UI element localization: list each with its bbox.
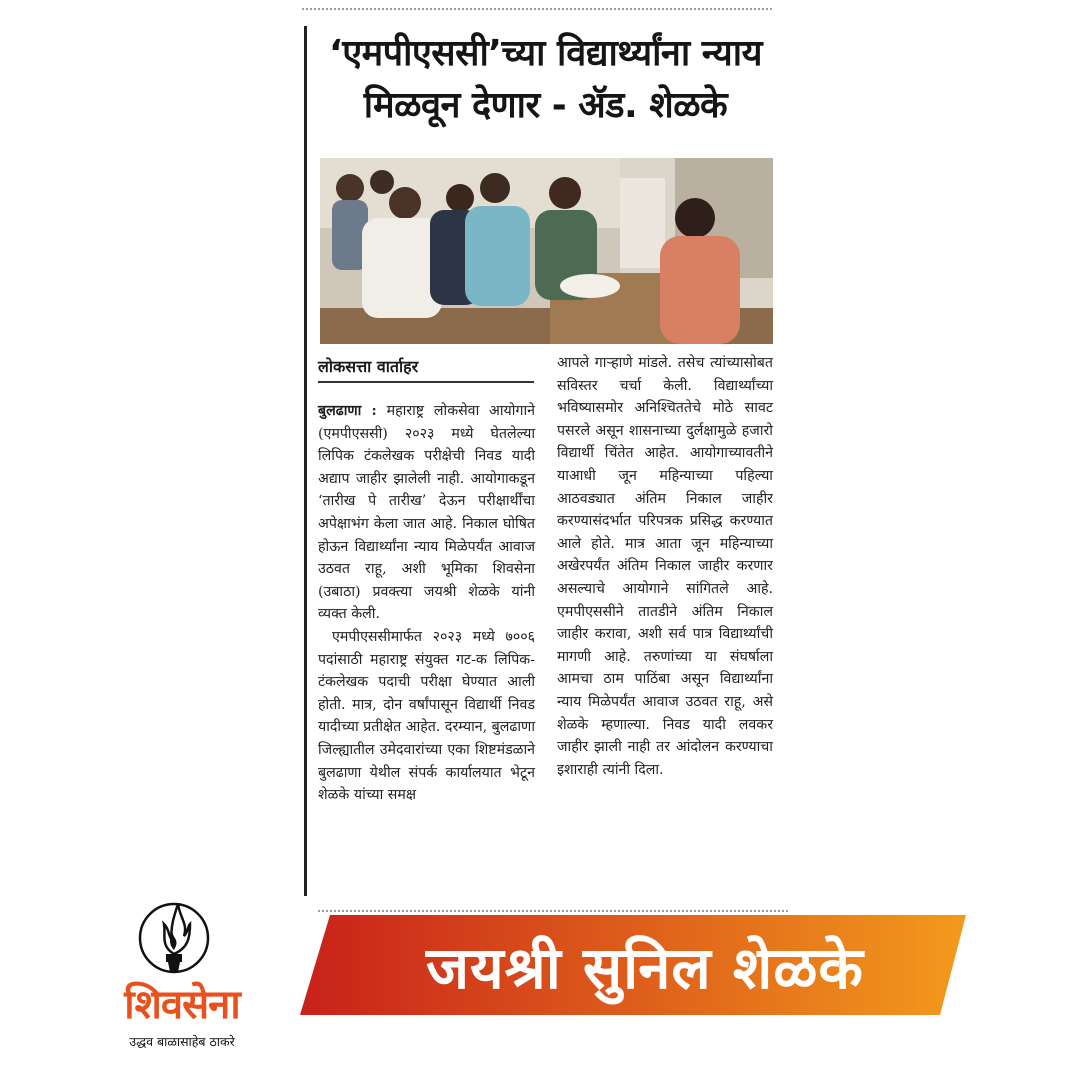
bottom-dotted-divider xyxy=(318,910,788,912)
column-1-paragraph-1 xyxy=(318,400,535,626)
dateline-place: बुलढाणा : xyxy=(318,403,377,419)
headline-line-1: ‘एमपीएससी’च्या विद्यार्थ्यांना न्याय xyxy=(329,33,762,74)
column-1-paragraph-1-text: महाराष्ट्र लोकसेवा आयोगाने (एमपीएससी) २०२३ मध्ये घेतलेल्या लिपिक टंकलेखक परीक्षेची निवड यादी अद्याप जाहीर झालेली नाही. आयोगाकडून ‘तारीख पे तारीख’ देऊन परीक्षार्थींचा अपेक्षाभंग केला जात आहे. निकाल घोषित होऊन विद्यार्थ्यांना न्याय मिळेपर्यंत आवाज उठवत राहू, अशी भूमिका शिवसेना (उबाठा) प्रवक्त्या जयश्री शेळके यांनी व्यक्त केली. xyxy=(318,403,535,623)
party-tagline: उद्धव बाळासाहेब ठाकरे xyxy=(129,1034,235,1049)
article-column-2 xyxy=(557,352,773,781)
flaming-torch-icon xyxy=(138,896,210,980)
column-2-paragraph-1: आपले गाऱ्हाणे मांडले. तसेच त्यांच्यासोबत सविस्तर चर्चा केली. विद्यार्थ्यांच्या भविष्यासमोर अनिश्चिततेचे मोठे सावट पसरले असून शासनाच्या दुर्लक्षामुळे हजारो विद्यार्थी चिंतेत आहेत. आयोगाच्यावतीने याआधी जून महिन्याच्या पहिल्या आठवड्यात अंतिम निकाल जाहीर करण्यासंदर्भात परिपत्रक प्रसिद्ध करण्यात आले होते. मात्र आता जून महिन्याच्या अखेरपर्यंत अंतिम निकाल जाहीर करणार असल्याचे आयोगाने सांगितले आहे. एमपीएससीने तातडीने अंतिम निकाल जाहीर करावा, अशी सर्व पात्र विद्यार्थ्यांची मागणी आहे. तरुणांच्या या संघर्षाला आमचा ठाम पाठिंबा असून विद्यार्थ्यांना न्याय मिळेपर्यंत आवाज उठवत राहू, असे शेळके म्हणाल्या. निवड यादी लवकर जाहीर झाली नाही तर आंदोलन करण्याचा इशाराही त्यांनी दिला. xyxy=(557,355,773,778)
column-1-paragraph-2: एमपीएससीमार्फत २०२३ मध्ये ७००६ पदांसाठी महाराष्ट्र संयुक्त गट-क लिपिक-टंकलेखक पदाची परीक्षा घेण्यात आली होती. मात्र, दोन वर्षांपासून विद्यार्थी निवड यादीच्या प्रतीक्षेत आहेत. दरम्यान, बुलढाणा जिल्ह्यातील उमेदवारांच्या एका शिष्टमंडळाने बुलढाणा येथील संपर्क कार्यालयात भेटून शेळके यांच्या समक्ष xyxy=(318,628,535,804)
top-dotted-divider xyxy=(302,8,772,10)
headline-line-2: मिळवून देणार - ॲड. शेळके xyxy=(363,85,728,126)
article-byline: लोकसत्ता वार्ताहर xyxy=(318,357,419,376)
party-name: शिवसेना xyxy=(124,982,240,1028)
byline-underline xyxy=(318,381,534,383)
news-photo xyxy=(320,158,773,344)
article-left-rule xyxy=(304,26,307,896)
banner-name: जयश्री सुनिल शेळके xyxy=(426,934,864,1002)
article-headline xyxy=(318,28,773,132)
article-column-1 xyxy=(318,400,535,807)
